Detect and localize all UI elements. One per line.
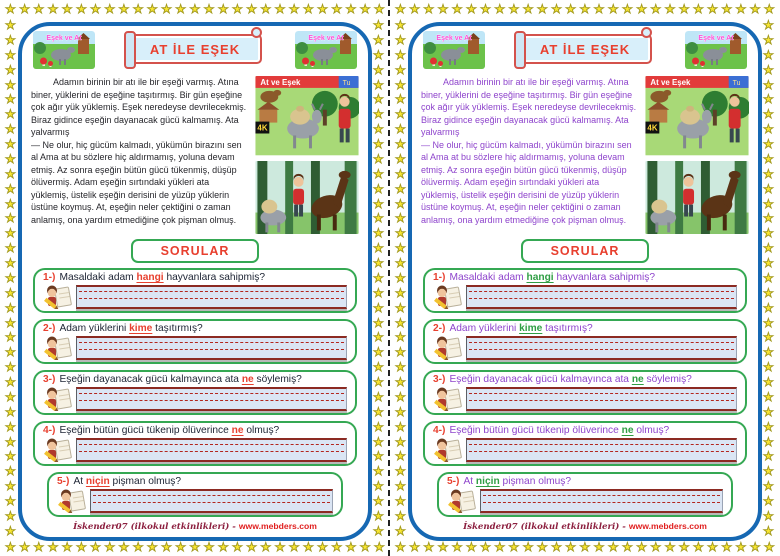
- star-border-right: ★ ★ ★ ★ ★ ★ ★ ★ ★ ★ ★ ★ ★ ★ ★ ★ ★ ★ ★ ★ ★ ★ ★ ★ ★ ★ ★ ★ ★ ★ ★ ★ ★ ★ ★: [763, 18, 774, 538]
- question-box-4: [423, 421, 747, 466]
- writing-boy-icon: [43, 335, 73, 360]
- answer-row: [433, 284, 737, 309]
- story-section: [421, 76, 749, 234]
- answer-lines: [76, 438, 347, 462]
- question-text-post: hayvanlara sahipmiş?: [163, 272, 266, 283]
- question-text: [463, 476, 571, 487]
- page-header: [33, 31, 357, 72]
- answer-lines: [76, 285, 347, 309]
- answer-row: [447, 488, 723, 513]
- answer-lines: [480, 489, 723, 513]
- questions-header-wrap: [421, 239, 749, 263]
- questions-header: SORULAR: [521, 239, 650, 263]
- question-text-post: söylemiş?: [643, 374, 692, 385]
- question-text-post: taşıtırmış?: [542, 323, 593, 334]
- question-text-pre: Eşeğin dayanacak gücü kalmayınca ata: [449, 374, 632, 385]
- video-thumbnail-2: [255, 161, 359, 234]
- question-number: 3-): [43, 374, 56, 385]
- answer-row: [433, 335, 737, 360]
- question-box-2: [33, 319, 357, 364]
- question-text-pre: At: [463, 476, 476, 487]
- question-text-pre: Eşeğin bütün gücü tükenip ölüverince: [449, 425, 622, 436]
- footer-credit: İskender07 (ilkokul etkinlikleri) -: [73, 522, 239, 532]
- writing-boy-icon: [43, 437, 73, 462]
- cut-line-divider: [388, 0, 390, 556]
- question-text: [449, 374, 691, 385]
- video-quality-badge: 4K: [647, 123, 658, 133]
- answer-lines: [466, 336, 737, 360]
- question-keyword: ne: [241, 374, 254, 385]
- video-corner-label: Tu: [732, 80, 741, 88]
- question-box-3: [423, 370, 747, 415]
- question-text: [449, 323, 592, 334]
- question-text: [59, 374, 301, 385]
- star-border-bottom: ★ ★ ★ ★ ★ ★ ★ ★ ★ ★ ★ ★ ★ ★ ★ ★ ★ ★ ★ ★ ★ ★ ★ ★ ★ ★ ★: [395, 540, 775, 554]
- question-text-post: söylemiş?: [253, 374, 302, 385]
- footer-website: www.mebders.com: [628, 521, 707, 531]
- question-text-post: taşıtırmış?: [152, 323, 203, 334]
- question-text-post: hayvanlara sahipmiş?: [553, 272, 656, 283]
- question-keyword: hangi: [136, 272, 164, 283]
- question-box-3: [33, 370, 357, 415]
- corner-image-caption: Eşek ve At: [436, 35, 472, 42]
- footer-website: www.mebders.com: [238, 521, 317, 531]
- question-text-post: pişman olmuş?: [109, 476, 182, 487]
- title-banner: [128, 34, 262, 64]
- question-text-post: olmuş?: [633, 425, 670, 436]
- corner-illustration-right: [685, 31, 747, 69]
- question-line: [433, 374, 737, 385]
- question-keyword: ne: [231, 425, 244, 436]
- question-text: [59, 272, 265, 283]
- question-keyword: niçin: [475, 476, 500, 487]
- questions-header-wrap: [31, 239, 359, 263]
- answer-lines: [466, 438, 737, 462]
- worksheet-page: [390, 0, 780, 556]
- question-text: [59, 425, 279, 436]
- question-text: [59, 323, 202, 334]
- question-text-pre: Adam yüklerini: [449, 323, 520, 334]
- question-text: [449, 425, 669, 436]
- question-number: 4-): [433, 425, 446, 436]
- question-text-pre: Masaldaki adam: [59, 272, 137, 283]
- question-keyword: niçin: [85, 476, 110, 487]
- answer-row: [433, 437, 737, 462]
- star-border-top: ★ ★ ★ ★ ★ ★ ★ ★ ★ ★ ★ ★ ★ ★ ★ ★ ★ ★ ★ ★ ★ ★ ★ ★ ★ ★ ★: [395, 2, 775, 16]
- question-line: [433, 272, 737, 283]
- page-frame: [18, 22, 372, 541]
- story-media-column: [645, 76, 749, 234]
- writing-boy-icon: [433, 437, 463, 462]
- question-number: 3-): [433, 374, 446, 385]
- answer-row: [43, 386, 347, 411]
- answer-lines: [466, 285, 737, 309]
- answer-row: [43, 284, 347, 309]
- answer-lines: [90, 489, 333, 513]
- question-text: [449, 272, 655, 283]
- question-text: [73, 476, 181, 487]
- story-paragraph: Adamın birinin bir atı ile bir eşeği varmış. Atına biner, yüklerini de eşeğine taşıtırmış. Bir gün eşeğine çok ağır yük yüklemiş. Eşek neredeyse devrilecekmiş. Biraz gidince eşeğin dayanacak gücü kalmamış. Ata yalvarmış: [421, 77, 637, 138]
- question-number: 1-): [433, 272, 446, 283]
- corner-image-caption: Eşek ve At: [308, 35, 344, 42]
- star-border-right: ★ ★ ★ ★ ★ ★ ★ ★ ★ ★ ★ ★ ★ ★ ★ ★ ★ ★ ★ ★ ★ ★ ★ ★ ★ ★ ★ ★ ★ ★ ★ ★ ★ ★ ★: [373, 18, 384, 538]
- footer: [31, 521, 359, 533]
- story-media-column: [255, 76, 359, 234]
- question-line: [43, 323, 347, 334]
- question-box-5: [47, 472, 343, 517]
- writing-boy-icon: [433, 335, 463, 360]
- question-line: [433, 425, 737, 436]
- corner-illustration-right: [295, 31, 357, 69]
- video-thumbnail-2: [645, 161, 749, 234]
- question-box-1: [423, 268, 747, 313]
- story-paragraph: — Ne olur, hiç gücüm kalmadı, yükümün birazını sen al Ama at bu sözlere hiç aldırmamış, yoluna devam etmiş. Az sonra eşeğin bütün gücü tükenmiş, düşüp ölüvermiş. Adam eşeğin sırtındaki yükleri ata yüklemiş, üstelik eşeğin derisini de yüzüp yüklerin üstüne koymuş. At, eşeğin neler çektiğini o zaman anlamış, ona yardım etmediğine çok pişman olmuş.: [421, 139, 632, 225]
- star-border-left: ★ ★ ★ ★ ★ ★ ★ ★ ★ ★ ★ ★ ★ ★ ★ ★ ★ ★ ★ ★ ★ ★ ★ ★ ★ ★ ★ ★ ★ ★ ★ ★ ★ ★ ★: [5, 18, 16, 538]
- star-border-bottom: ★ ★ ★ ★ ★ ★ ★ ★ ★ ★ ★ ★ ★ ★ ★ ★ ★ ★ ★ ★ ★ ★ ★ ★ ★ ★ ★: [5, 540, 385, 554]
- question-text-pre: Eşeğin dayanacak gücü kalmayınca ata: [59, 374, 242, 385]
- story-paragraph: — Ne olur, hiç gücüm kalmadı, yükümün birazını sen al Ama at bu sözlere hiç aldırmamış, yoluna devam etmiş. Az sonra eşeğin bütün gücü tükenmiş, düşüp ölüvermiş. Adam eşeğin sırtındaki yükleri ata yüklemiş, üstelik eşeğin derisini de yüzüp yüklerin üstüne koymuş. At, eşeğin neler çektiğini o zaman anlamış, ona yardım etmediğine çok pişman olmuş.: [31, 139, 242, 225]
- writing-boy-icon: [433, 386, 463, 411]
- video-title: At ve Eşek: [260, 78, 301, 88]
- question-text-pre: Adam yüklerini: [59, 323, 130, 334]
- question-text-pre: Masaldaki adam: [449, 272, 527, 283]
- title-banner: [518, 34, 652, 64]
- question-keyword: ne: [621, 425, 634, 436]
- writing-boy-icon: [43, 386, 73, 411]
- video-title: At ve Eşek: [650, 78, 691, 88]
- corner-image-caption: Eşek ve At: [698, 35, 734, 42]
- question-number: 4-): [43, 425, 56, 436]
- star-border-left: ★ ★ ★ ★ ★ ★ ★ ★ ★ ★ ★ ★ ★ ★ ★ ★ ★ ★ ★ ★ ★ ★ ★ ★ ★ ★ ★ ★ ★ ★ ★ ★ ★ ★ ★: [395, 18, 406, 538]
- question-box-4: [33, 421, 357, 466]
- answer-row: [43, 437, 347, 462]
- question-text-post: olmuş?: [243, 425, 280, 436]
- story-text: [421, 76, 639, 234]
- question-keyword: ne: [631, 374, 644, 385]
- footer-credit: İskender07 (ilkokul etkinlikleri) -: [463, 522, 629, 532]
- question-box-2: [423, 319, 747, 364]
- story-section: [31, 76, 359, 234]
- question-number: 2-): [43, 323, 56, 334]
- story-paragraph: Adamın birinin bir atı ile bir eşeği varmış. Atına biner, yüklerini de eşeğine taşıtırmış. Bir gün eşeğine çok ağır yük yüklemiş. Eşek neredeyse devrilecekmiş. Biraz gidince eşeğin dayanacak gücü kalmamış. Ata yalvarmış: [31, 77, 247, 138]
- writing-boy-icon: [433, 284, 463, 309]
- question-keyword: kime: [519, 323, 543, 334]
- page-header: [423, 31, 747, 72]
- question-line: [43, 425, 347, 436]
- writing-boy-icon: [447, 488, 477, 513]
- answer-row: [57, 488, 333, 513]
- corner-illustration-left: [423, 31, 485, 69]
- question-number: 5-): [57, 476, 70, 487]
- question-line: [447, 476, 723, 487]
- question-text-pre: At: [73, 476, 86, 487]
- page-title: AT İLE EŞEK: [539, 41, 631, 57]
- story-text: [31, 76, 249, 234]
- question-line: [433, 323, 737, 334]
- writing-boy-icon: [43, 284, 73, 309]
- question-number: 1-): [43, 272, 56, 283]
- question-line: [57, 476, 333, 487]
- question-keyword: kime: [129, 323, 153, 334]
- question-keyword: hangi: [526, 272, 554, 283]
- answer-row: [43, 335, 347, 360]
- video-quality-badge: 4K: [257, 123, 268, 133]
- footer: [421, 521, 749, 533]
- answer-lines: [76, 387, 347, 411]
- answer-row: [433, 386, 737, 411]
- question-text-post: pişman olmuş?: [499, 476, 572, 487]
- question-box-5: [437, 472, 733, 517]
- video-thumbnail-1: [255, 76, 359, 155]
- video-corner-label: Tu: [342, 80, 351, 88]
- answer-lines: [466, 387, 737, 411]
- writing-boy-icon: [57, 488, 87, 513]
- page-title: AT İLE EŞEK: [149, 41, 241, 57]
- question-line: [43, 272, 347, 283]
- corner-image-caption: Eşek ve At: [46, 35, 82, 42]
- question-text-pre: Eşeğin bütün gücü tükenip ölüverince: [59, 425, 232, 436]
- corner-illustration-left: [33, 31, 95, 69]
- questions-header: SORULAR: [131, 239, 260, 263]
- question-number: 5-): [447, 476, 460, 487]
- star-border-top: ★ ★ ★ ★ ★ ★ ★ ★ ★ ★ ★ ★ ★ ★ ★ ★ ★ ★ ★ ★ ★ ★ ★ ★ ★ ★ ★: [5, 2, 385, 16]
- question-number: 2-): [433, 323, 446, 334]
- video-thumbnail-1: [645, 76, 749, 155]
- page-frame: [408, 22, 762, 541]
- question-line: [43, 374, 347, 385]
- question-box-1: [33, 268, 357, 313]
- answer-lines: [76, 336, 347, 360]
